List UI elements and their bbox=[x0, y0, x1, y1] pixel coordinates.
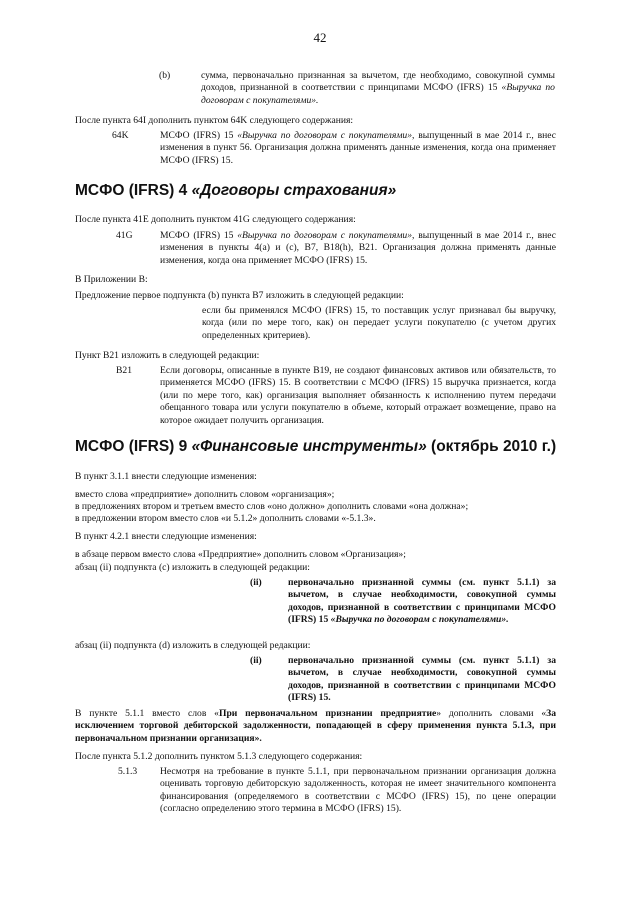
para-311-intro: В пункт 3.1.1 внести следующие изменения: bbox=[75, 471, 257, 482]
para-b7-text: если бы применялся МСФО (IFRS) 15, то поставщик услуг признавал бы выручку, когда (или по мере того, как) он передает услуги покупателю (с учетом других определенных критериев). bbox=[202, 305, 556, 341]
para-64k-text: МСФО (IFRS) 15 «Выручка по договорам с покупателями», выпущенный в мае 2014 г., внес изменения в пункт 56. Организация должна применять данные изменения, когда она применяет МСФО (IFRS) 15. bbox=[160, 130, 557, 166]
para-64k-label: 64K bbox=[112, 130, 129, 141]
para-513-label: 5.1.3 bbox=[118, 766, 138, 777]
item-b-text bbox=[201, 70, 555, 107]
para-b7-intro: Предложение первое подпункта (b) пункта B7 изложить в следующей редакции: bbox=[75, 290, 404, 301]
para-511-amendment: В пункте 5.1.1 вместо слов «При первоначальном признании предприятие» дополнить словами «За исключением торговой дебиторской задолженности, попадающей в сферу применения пункта 5.1.3, при первоначальном признании организация». bbox=[75, 708, 557, 744]
para-513-intro: После пункта 5.1.2 дополнить пунктом 5.1.3 следующего содержания: bbox=[75, 751, 363, 762]
amend-line-5: абзац (ii) подпункта (c) изложить в следующей редакции: bbox=[75, 562, 310, 573]
amend-line-1: вместо слова «предприятие» дополнить словом «организация»; bbox=[75, 489, 335, 500]
subpara-ii-d-text: первоначально признанной суммы (см. пункт 5.1.1) за вычетом, в случае необходимости, совокупной суммы доходов, признанной в соответствии с принципами МСФО (IFRS) 15. bbox=[288, 655, 556, 704]
subpara-ii-c-label: (ii) bbox=[250, 577, 262, 588]
para-41g-intro: После пункта 41E дополнить пунктом 41G следующего содержания: bbox=[75, 214, 356, 225]
para-41g-label: 41G bbox=[116, 230, 133, 241]
para-b21-text: Если договоры, описанные в пункте B19, не создают финансовых активов или обязательств, то применяется МСФО (IFRS) 15. В соответствии с МСФО (IFRS) 15 выручка признается, когда (или по мере того, как) организация выполняет обязанность к исполнению путем передачи обещанного товара или услуги покупателю в объеме, который отражает возмещение, право на которое ожидает получить организация. bbox=[160, 365, 556, 426]
item-label-b: (b) bbox=[159, 70, 171, 81]
heading-ifrs4: МСФО (IFRS) 4 «Договоры страхования» bbox=[75, 182, 397, 199]
subpara-ii-c-text: первоначально признанной суммы (см. пункт 5.1.1) за вычетом, в случае необходимости, совокупной суммы доходов, признанной в соответствии с принципами МСФО (IFRS) 15 «Выручка по договорам с покупателями». bbox=[288, 577, 556, 626]
amend-line-2: в предложениях втором и третьем вместо слов «оно должно» дополнить словами «она должна»; bbox=[75, 501, 469, 512]
para-421-intro: В пункт 4.2.1 внести следующие изменения: bbox=[75, 531, 257, 542]
amend-line-6: абзац (ii) подпункта (d) изложить в следующей редакции: bbox=[75, 640, 311, 651]
para-b21-label: B21 bbox=[116, 365, 132, 376]
item-b-text-plain: сумма, первоначально признанная за вычетом, где необходимо, совокупной суммы доходов, признанной в соответствии с принципами МСФО (IFRS) 15 bbox=[201, 70, 555, 94]
para-41g-text: МСФО (IFRS) 15 «Выручка по договорам с покупателями», выпущенный в мае 2014 г., внес изменения в пункты 4(a) и (c), B7, B18(h), B21. Организация должна применять данные изменения, когда она применяет МСФО (IFRS) 15. bbox=[160, 230, 557, 266]
item-b-text-italic: «Выручка по договорам с покупателями». bbox=[201, 82, 555, 106]
appendix-b-label: В Приложении В: bbox=[75, 274, 148, 285]
para-b21-intro: Пункт B21 изложить в следующей редакции: bbox=[75, 350, 260, 361]
subpara-ii-d-label: (ii) bbox=[250, 655, 262, 666]
amend-line-3: в предложении втором вместо слов «и 5.1.2» дополнить словами «-5.1.3». bbox=[75, 513, 376, 524]
heading-ifrs9: МСФО (IFRS) 9 «Финансовые инструменты» (октябрь 2010 г.) bbox=[75, 438, 557, 455]
para-513-text: Несмотря на требование в пункте 5.1.1, при первоначальном признании организация должна оценивать торговую дебиторскую задолженность, которая не имеет значительного компонента финансирования (определяемого в соответствии с МСФО (IFRS) 15), по цене операции (согласно определению этого термина в МСФО (IFRS) 15). bbox=[160, 766, 556, 815]
amend-line-4: в абзаце первом вместо слова «Предприятие» дополнить словом «Организация»; bbox=[75, 549, 406, 560]
page-number: 42 bbox=[313, 30, 327, 45]
para-64k-intro: После пункта 64I дополнить пунктом 64K следующего содержания: bbox=[75, 115, 354, 126]
